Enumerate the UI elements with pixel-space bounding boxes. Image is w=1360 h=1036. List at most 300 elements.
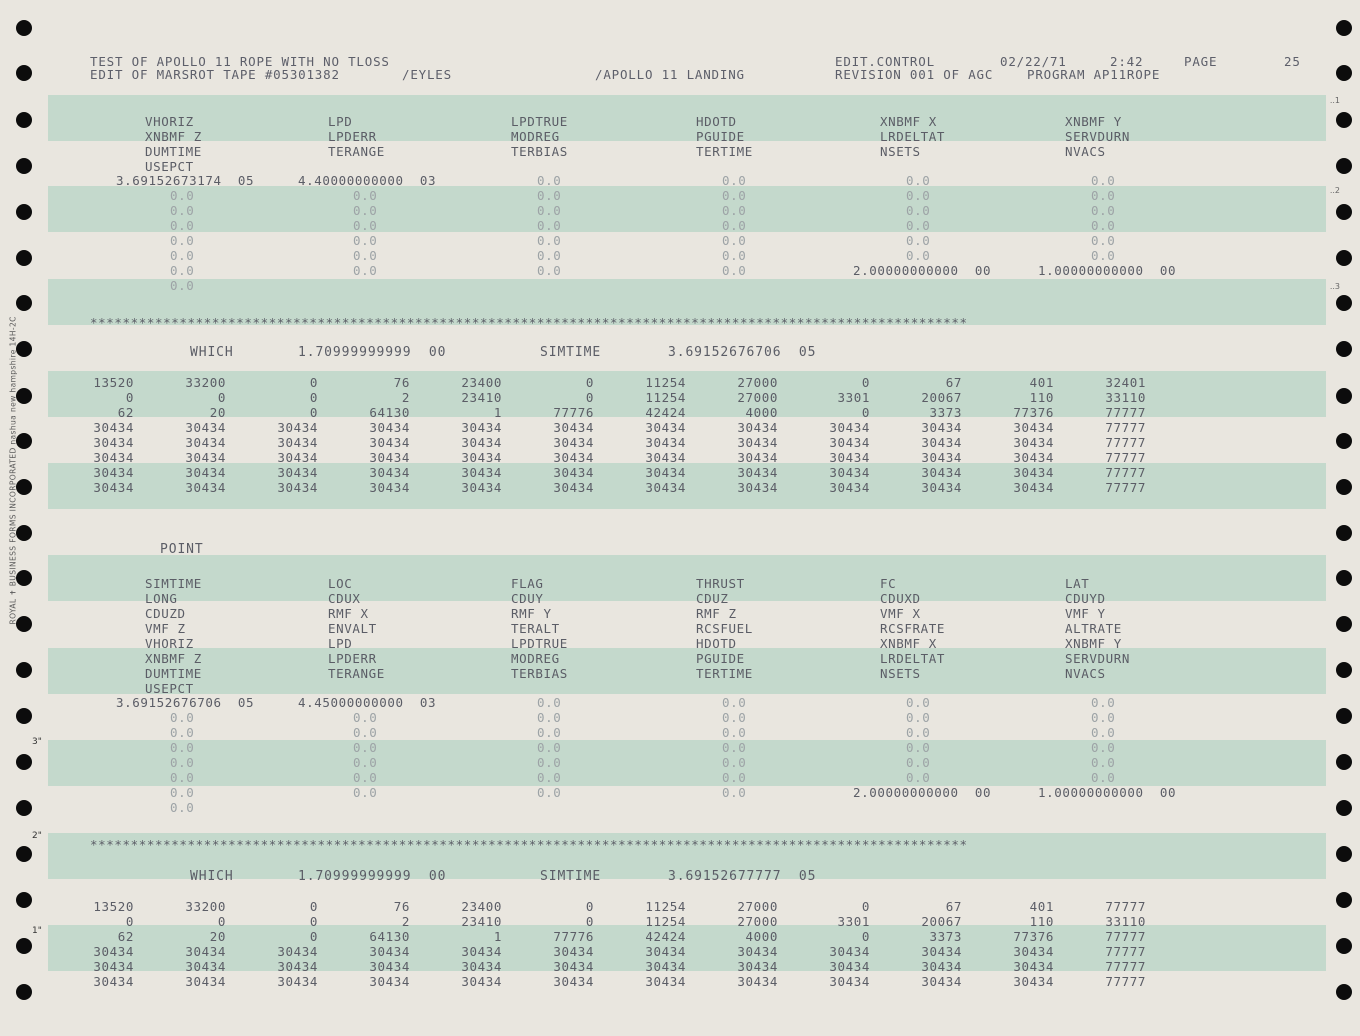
octal-cell: 30434 bbox=[737, 420, 778, 435]
octal-cell: 401 bbox=[1029, 375, 1054, 390]
value-cell: 0.0 bbox=[1091, 188, 1116, 203]
octal-cell: 0 bbox=[125, 914, 134, 929]
column-header: PGUIDE bbox=[696, 129, 745, 144]
octal-cell: 30434 bbox=[645, 465, 686, 480]
which-label: WHICH bbox=[190, 345, 234, 360]
octal-cell: 30434 bbox=[645, 974, 686, 989]
value-cell: 0.0 bbox=[537, 785, 562, 800]
octal-cell: 30434 bbox=[93, 944, 134, 959]
value-cell: 0.0 bbox=[170, 770, 195, 785]
column-header: NVACS bbox=[1065, 666, 1106, 681]
octal-cell: 30434 bbox=[185, 450, 226, 465]
value-cell: 0.0 bbox=[1091, 218, 1116, 233]
octal-cell: 30434 bbox=[645, 480, 686, 495]
value-cell: 0.0 bbox=[537, 203, 562, 218]
feed-hole bbox=[1336, 846, 1352, 862]
simtime-label: SIMTIME bbox=[540, 345, 602, 360]
value-cell: 0.0 bbox=[537, 695, 562, 710]
column-header: CDUZD bbox=[145, 606, 186, 621]
octal-cell: 30434 bbox=[553, 465, 594, 480]
octal-cell: 30434 bbox=[461, 974, 502, 989]
separator-stars: ************************************************************************************************************ bbox=[90, 315, 968, 330]
column-header: FC bbox=[880, 576, 897, 591]
column-header: HDOTD bbox=[696, 114, 737, 129]
value-cell: 0.0 bbox=[906, 695, 931, 710]
value-cell: 0.0 bbox=[1091, 695, 1116, 710]
feed-hole bbox=[1336, 433, 1352, 449]
octal-cell: 77777 bbox=[1105, 944, 1146, 959]
value-cell: 4.40000000000 03 bbox=[298, 173, 437, 188]
value-cell: 0.0 bbox=[170, 278, 195, 293]
value-cell: 0.0 bbox=[722, 263, 747, 278]
octal-cell: 30434 bbox=[277, 959, 318, 974]
value-cell: 0.0 bbox=[537, 233, 562, 248]
value-cell: 0.0 bbox=[906, 218, 931, 233]
value-cell: 0.0 bbox=[1091, 248, 1116, 263]
header-edit-control: EDIT.CONTROL bbox=[835, 54, 935, 69]
value-cell: 0.0 bbox=[1091, 173, 1116, 188]
value-cell: 0.0 bbox=[170, 740, 195, 755]
value-cell: 0.0 bbox=[722, 173, 747, 188]
value-cell: 0.0 bbox=[722, 710, 747, 725]
octal-cell: 0 bbox=[309, 914, 318, 929]
feed-hole bbox=[16, 846, 32, 862]
octal-cell: 30434 bbox=[829, 420, 870, 435]
column-header: XNBMF Z bbox=[145, 651, 202, 666]
octal-cell: 30434 bbox=[93, 420, 134, 435]
feed-hole bbox=[1336, 892, 1352, 908]
value-cell: 0.0 bbox=[353, 740, 378, 755]
octal-cell: 30434 bbox=[461, 465, 502, 480]
value-cell: 0.0 bbox=[353, 188, 378, 203]
octal-cell: 64130 bbox=[369, 929, 410, 944]
octal-cell: 30434 bbox=[737, 974, 778, 989]
octal-cell: 30434 bbox=[737, 450, 778, 465]
point-label: POINT bbox=[160, 542, 204, 557]
octal-cell: 30434 bbox=[461, 959, 502, 974]
separator-stars: ************************************************************************************************************ bbox=[90, 837, 968, 852]
feed-hole bbox=[16, 112, 32, 128]
octal-cell: 2 bbox=[401, 914, 410, 929]
feed-hole bbox=[16, 984, 32, 1000]
octal-cell: 30434 bbox=[93, 465, 134, 480]
value-cell: 1.00000000000 00 bbox=[1038, 263, 1177, 278]
column-header: MODREG bbox=[511, 129, 560, 144]
value-cell: 0.0 bbox=[722, 725, 747, 740]
green-band bbox=[48, 555, 1326, 601]
value-cell: 0.0 bbox=[170, 248, 195, 263]
feed-hole bbox=[16, 662, 32, 678]
header-test-title: TEST OF APOLLO 11 ROPE WITH NO TLOSS bbox=[90, 54, 390, 69]
octal-cell: 67 bbox=[945, 375, 962, 390]
feed-hole bbox=[1336, 158, 1352, 174]
value-cell: 1.00000000000 00 bbox=[1038, 785, 1177, 800]
octal-cell: 0 bbox=[861, 899, 870, 914]
feed-hole bbox=[16, 938, 32, 954]
column-header: LPD bbox=[328, 636, 353, 651]
octal-cell: 2 bbox=[401, 390, 410, 405]
octal-cell: 30434 bbox=[645, 959, 686, 974]
octal-cell: 77777 bbox=[1105, 465, 1146, 480]
octal-cell: 30434 bbox=[93, 450, 134, 465]
value-cell: 0.0 bbox=[537, 740, 562, 755]
value-cell: 0.0 bbox=[537, 725, 562, 740]
column-header: VMF X bbox=[880, 606, 921, 621]
simtime-label: SIMTIME bbox=[540, 869, 602, 884]
octal-cell: 33200 bbox=[185, 899, 226, 914]
column-header: CDUXD bbox=[880, 591, 921, 606]
column-header: PGUIDE bbox=[696, 651, 745, 666]
octal-cell: 20 bbox=[209, 929, 226, 944]
column-header: XNBMF Z bbox=[145, 129, 202, 144]
simtime-value: 3.69152676706 05 bbox=[668, 345, 817, 360]
octal-cell: 30434 bbox=[829, 959, 870, 974]
octal-cell: 30434 bbox=[645, 450, 686, 465]
octal-cell: 23410 bbox=[461, 914, 502, 929]
value-cell: 0.0 bbox=[722, 695, 747, 710]
octal-cell: 0 bbox=[309, 929, 318, 944]
octal-cell: 20067 bbox=[921, 390, 962, 405]
column-header: LAT bbox=[1065, 576, 1090, 591]
octal-cell: 11254 bbox=[645, 914, 686, 929]
octal-cell: 30434 bbox=[921, 435, 962, 450]
form-maker-imprint bbox=[3, 316, 19, 630]
tick-2: ..2 bbox=[1329, 186, 1340, 195]
feed-hole bbox=[1336, 800, 1352, 816]
value-cell: 0.0 bbox=[353, 770, 378, 785]
value-cell: 0.0 bbox=[906, 173, 931, 188]
octal-cell: 0 bbox=[585, 914, 594, 929]
column-header: TERBIAS bbox=[511, 144, 568, 159]
value-cell: 0.0 bbox=[722, 755, 747, 770]
octal-cell: 30434 bbox=[737, 944, 778, 959]
octal-cell: 30434 bbox=[553, 944, 594, 959]
octal-cell: 3301 bbox=[837, 390, 870, 405]
octal-cell: 27000 bbox=[737, 899, 778, 914]
octal-cell: 42424 bbox=[645, 929, 686, 944]
value-cell: 3.69152676706 05 bbox=[116, 695, 255, 710]
value-cell: 0.0 bbox=[906, 740, 931, 755]
octal-cell: 20067 bbox=[921, 914, 962, 929]
octal-cell: 30434 bbox=[737, 959, 778, 974]
octal-cell: 30434 bbox=[921, 480, 962, 495]
octal-cell: 30434 bbox=[553, 959, 594, 974]
header-program: PROGRAM AP11ROPE bbox=[1027, 67, 1161, 82]
octal-cell: 11254 bbox=[645, 375, 686, 390]
value-cell: 0.0 bbox=[170, 218, 195, 233]
octal-cell: 30434 bbox=[1013, 944, 1054, 959]
octal-cell: 30434 bbox=[369, 465, 410, 480]
octal-cell: 77777 bbox=[1105, 974, 1146, 989]
feed-hole bbox=[1336, 341, 1352, 357]
value-cell: 0.0 bbox=[722, 233, 747, 248]
column-header: FLAG bbox=[511, 576, 544, 591]
column-header: NVACS bbox=[1065, 144, 1106, 159]
octal-cell: 3301 bbox=[837, 914, 870, 929]
octal-cell: 27000 bbox=[737, 375, 778, 390]
octal-cell: 30434 bbox=[737, 480, 778, 495]
column-header: TERALT bbox=[511, 621, 560, 636]
octal-cell: 0 bbox=[861, 929, 870, 944]
octal-cell: 30434 bbox=[277, 465, 318, 480]
column-header: XNBMF Y bbox=[1065, 114, 1122, 129]
octal-cell: 30434 bbox=[829, 944, 870, 959]
value-cell: 0.0 bbox=[906, 188, 931, 203]
octal-cell: 110 bbox=[1029, 390, 1054, 405]
feed-hole bbox=[1336, 112, 1352, 128]
column-header: RMF Y bbox=[511, 606, 552, 621]
octal-cell: 30434 bbox=[921, 959, 962, 974]
value-cell: 0.0 bbox=[353, 218, 378, 233]
column-header: NSETS bbox=[880, 144, 921, 159]
value-cell: 0.0 bbox=[537, 188, 562, 203]
value-cell: 0.0 bbox=[537, 248, 562, 263]
column-header: CDUX bbox=[328, 591, 361, 606]
value-cell: 0.0 bbox=[353, 248, 378, 263]
column-header: VMF Z bbox=[145, 621, 186, 636]
octal-cell: 30434 bbox=[369, 450, 410, 465]
column-header: THRUST bbox=[696, 576, 745, 591]
octal-cell: 13520 bbox=[93, 375, 134, 390]
value-cell: 0.0 bbox=[1091, 740, 1116, 755]
feed-hole bbox=[1336, 65, 1352, 81]
octal-cell: 27000 bbox=[737, 914, 778, 929]
column-header: TERANGE bbox=[328, 666, 385, 681]
feed-hole bbox=[1336, 388, 1352, 404]
octal-cell: 30434 bbox=[277, 480, 318, 495]
value-cell: 0.0 bbox=[170, 263, 195, 278]
octal-cell: 77776 bbox=[553, 405, 594, 420]
value-cell: 0.0 bbox=[537, 755, 562, 770]
column-header: LPDTRUE bbox=[511, 636, 568, 651]
feed-hole bbox=[1336, 250, 1352, 266]
octal-cell: 0 bbox=[585, 375, 594, 390]
octal-cell: 30434 bbox=[829, 435, 870, 450]
octal-cell: 30434 bbox=[553, 435, 594, 450]
value-cell: 0.0 bbox=[906, 770, 931, 785]
value-cell: 0.0 bbox=[722, 218, 747, 233]
column-header: RCSFRATE bbox=[880, 621, 946, 636]
column-header: DUMTIME bbox=[145, 666, 202, 681]
header-time: 2:42 bbox=[1110, 54, 1144, 69]
octal-cell: 110 bbox=[1029, 914, 1054, 929]
octal-cell: 30434 bbox=[369, 480, 410, 495]
column-header: USEPCT bbox=[145, 159, 194, 174]
octal-cell: 13520 bbox=[93, 899, 134, 914]
value-cell: 0.0 bbox=[353, 725, 378, 740]
value-cell: 0.0 bbox=[170, 785, 195, 800]
column-header: MODREG bbox=[511, 651, 560, 666]
octal-cell: 62 bbox=[117, 929, 134, 944]
octal-cell: 30434 bbox=[369, 944, 410, 959]
column-header: RMF X bbox=[328, 606, 369, 621]
octal-cell: 30434 bbox=[1013, 435, 1054, 450]
octal-cell: 77777 bbox=[1105, 435, 1146, 450]
feed-hole bbox=[1336, 295, 1352, 311]
column-header: HDOTD bbox=[696, 636, 737, 651]
feed-hole bbox=[16, 20, 32, 36]
octal-cell: 30434 bbox=[645, 420, 686, 435]
octal-cell: 77776 bbox=[553, 929, 594, 944]
octal-cell: 0 bbox=[309, 375, 318, 390]
octal-cell: 30434 bbox=[1013, 465, 1054, 480]
octal-cell: 30434 bbox=[185, 959, 226, 974]
value-cell: 0.0 bbox=[906, 710, 931, 725]
octal-cell: 30434 bbox=[185, 435, 226, 450]
column-header: CDUYD bbox=[1065, 591, 1106, 606]
value-cell: 0.0 bbox=[722, 248, 747, 263]
octal-cell: 30434 bbox=[461, 944, 502, 959]
feed-hole bbox=[1336, 204, 1352, 220]
imprint-text: ROYAL ✝ BUSINESS FORMS INCORPORATED nashua new hampshire 14H-2C bbox=[8, 316, 18, 625]
octal-cell: 33110 bbox=[1105, 390, 1146, 405]
octal-cell: 30434 bbox=[277, 944, 318, 959]
column-header: NSETS bbox=[880, 666, 921, 681]
value-cell: 0.0 bbox=[170, 188, 195, 203]
inch-mark-1: 1" bbox=[32, 926, 42, 936]
value-cell: 0.0 bbox=[722, 785, 747, 800]
column-header: SERVDURN bbox=[1065, 651, 1131, 666]
octal-cell: 30434 bbox=[645, 435, 686, 450]
octal-cell: 42424 bbox=[645, 405, 686, 420]
octal-cell: 30434 bbox=[1013, 480, 1054, 495]
value-cell: 0.0 bbox=[537, 173, 562, 188]
inch-mark-3: 3" bbox=[32, 737, 42, 747]
feed-hole bbox=[1336, 984, 1352, 1000]
column-header: RMF Z bbox=[696, 606, 737, 621]
octal-cell: 27000 bbox=[737, 390, 778, 405]
octal-cell: 30434 bbox=[829, 465, 870, 480]
value-cell: 0.0 bbox=[906, 755, 931, 770]
feed-hole bbox=[16, 708, 32, 724]
value-cell: 4.45000000000 03 bbox=[298, 695, 437, 710]
octal-cell: 30434 bbox=[93, 959, 134, 974]
column-header: LPDTRUE bbox=[511, 114, 568, 129]
octal-cell: 30434 bbox=[461, 450, 502, 465]
octal-cell: 23400 bbox=[461, 899, 502, 914]
value-cell: 0.0 bbox=[353, 263, 378, 278]
octal-cell: 33110 bbox=[1105, 914, 1146, 929]
octal-cell: 77376 bbox=[1013, 405, 1054, 420]
octal-cell: 0 bbox=[217, 390, 226, 405]
octal-cell: 62 bbox=[117, 405, 134, 420]
octal-cell: 30434 bbox=[185, 420, 226, 435]
octal-cell: 32401 bbox=[1105, 375, 1146, 390]
octal-cell: 77777 bbox=[1105, 929, 1146, 944]
octal-cell: 30434 bbox=[645, 944, 686, 959]
octal-cell: 30434 bbox=[737, 435, 778, 450]
octal-cell: 30434 bbox=[921, 944, 962, 959]
octal-cell: 30434 bbox=[1013, 450, 1054, 465]
column-header: XNBMF X bbox=[880, 114, 937, 129]
octal-cell: 30434 bbox=[277, 420, 318, 435]
feed-hole bbox=[1336, 938, 1352, 954]
octal-cell: 0 bbox=[217, 914, 226, 929]
column-header: XNBMF Y bbox=[1065, 636, 1122, 651]
column-header: VMF Y bbox=[1065, 606, 1106, 621]
octal-cell: 23410 bbox=[461, 390, 502, 405]
octal-cell: 30434 bbox=[829, 480, 870, 495]
column-header: RCSFUEL bbox=[696, 621, 753, 636]
octal-cell: 0 bbox=[125, 390, 134, 405]
octal-cell: 401 bbox=[1029, 899, 1054, 914]
value-cell: 0.0 bbox=[1091, 203, 1116, 218]
header-page-label: PAGE bbox=[1184, 54, 1218, 69]
octal-cell: 3373 bbox=[929, 405, 962, 420]
which-value: 1.70999999999 00 bbox=[298, 345, 447, 360]
column-header: DUMTIME bbox=[145, 144, 202, 159]
octal-cell: 1 bbox=[493, 929, 502, 944]
column-header: USEPCT bbox=[145, 681, 194, 696]
octal-cell: 1 bbox=[493, 405, 502, 420]
value-cell: 0.0 bbox=[170, 725, 195, 740]
octal-cell: 30434 bbox=[185, 480, 226, 495]
octal-cell: 30434 bbox=[185, 974, 226, 989]
value-cell: 2.00000000000 00 bbox=[853, 785, 992, 800]
which-value: 1.70999999999 00 bbox=[298, 869, 447, 884]
octal-cell: 30434 bbox=[93, 974, 134, 989]
inch-mark-2: 2" bbox=[32, 831, 42, 841]
octal-cell: 30434 bbox=[553, 480, 594, 495]
octal-cell: 30434 bbox=[369, 435, 410, 450]
feed-hole bbox=[16, 754, 32, 770]
column-header: SERVDURN bbox=[1065, 129, 1131, 144]
value-cell: 0.0 bbox=[722, 188, 747, 203]
value-cell: 3.69152673174 05 bbox=[116, 173, 255, 188]
value-cell: 0.0 bbox=[906, 725, 931, 740]
value-cell: 0.0 bbox=[353, 785, 378, 800]
octal-cell: 30434 bbox=[921, 974, 962, 989]
feed-hole bbox=[1336, 662, 1352, 678]
header-mission: /APOLLO 11 LANDING bbox=[595, 67, 745, 82]
octal-cell: 30434 bbox=[93, 480, 134, 495]
green-band bbox=[48, 186, 1326, 232]
octal-cell: 30434 bbox=[737, 465, 778, 480]
value-cell: 2.00000000000 00 bbox=[853, 263, 992, 278]
column-header: ENVALT bbox=[328, 621, 377, 636]
octal-cell: 30434 bbox=[93, 435, 134, 450]
value-cell: 0.0 bbox=[170, 710, 195, 725]
value-cell: 0.0 bbox=[353, 233, 378, 248]
octal-cell: 30434 bbox=[369, 974, 410, 989]
octal-cell: 30434 bbox=[277, 435, 318, 450]
feed-hole bbox=[1336, 20, 1352, 36]
value-cell: 0.0 bbox=[722, 203, 747, 218]
value-cell: 0.0 bbox=[353, 710, 378, 725]
value-cell: 0.0 bbox=[906, 233, 931, 248]
value-cell: 0.0 bbox=[170, 203, 195, 218]
octal-cell: 30434 bbox=[369, 959, 410, 974]
octal-cell: 30434 bbox=[277, 974, 318, 989]
feed-hole bbox=[1336, 708, 1352, 724]
value-cell: 0.0 bbox=[170, 755, 195, 770]
simtime-value: 3.69152677777 05 bbox=[668, 869, 817, 884]
value-cell: 0.0 bbox=[1091, 725, 1116, 740]
column-header: CDUZ bbox=[696, 591, 729, 606]
value-cell: 0.0 bbox=[537, 218, 562, 233]
green-band bbox=[48, 95, 1326, 141]
value-cell: 0.0 bbox=[906, 203, 931, 218]
column-header: ALTRATE bbox=[1065, 621, 1122, 636]
tick-3: ..3 bbox=[1329, 282, 1340, 291]
value-cell: 0.0 bbox=[353, 755, 378, 770]
feed-hole bbox=[1336, 479, 1352, 495]
value-cell: 0.0 bbox=[537, 770, 562, 785]
column-header: TERBIAS bbox=[511, 666, 568, 681]
octal-cell: 77777 bbox=[1105, 899, 1146, 914]
column-header: TERTIME bbox=[696, 666, 753, 681]
column-header: LPDERR bbox=[328, 129, 377, 144]
